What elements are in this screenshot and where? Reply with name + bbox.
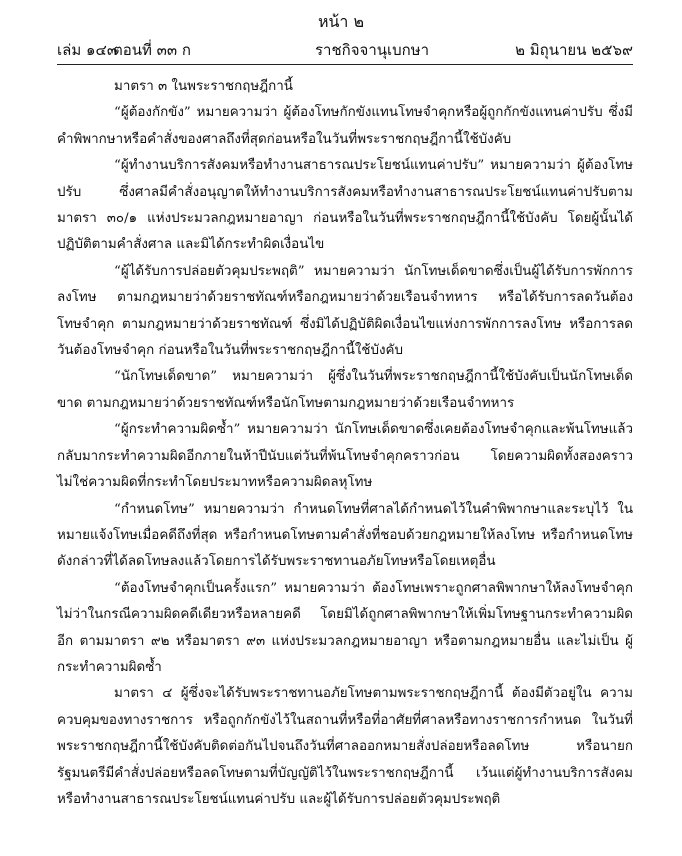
header-divider [57,64,633,65]
paragraph: “ต้องโทษจำคุกเป็นครั้งแรก” หมายความว่า ต้องโทษเพราะถูกศาลพิพากษาให้ลงโทษจำคุก ไม่ว่าในกรณีความผิดคดีเดียวหรือหลายคดี โดยมิได้ถูกศาลพิพากษาให้เพิ่มโทษฐานกระทำความผิดอีก ตามมาตรา ๙๒ หรือมาตรา ๙๓ แห่งประมวลกฎหมายอาญา หรือตามกฎหมายอื่น และไม่เป็น ผู้กระทำความผิดซ้ำ [57,580,633,675]
paragraph: “ผู้ต้องกักขัง” หมายความว่า ผู้ต้องโทษกักขังแทนโทษจำคุกหรือผู้ถูกกักขังแทนค่าปรับ ซึ่งมีคำพิพากษาหรือคำสั่งของศาลถึงที่สุดก่อนหรือในวันที่พระราชกฤษฎีกานี้ใช้บังคับ [57,105,633,147]
paragraph: “ผู้ทำงานบริการสังคมหรือทำงานสาธารณประโยชน์แทนค่าปรับ” หมายความว่า ผู้ต้องโทษปรับ ซึ่งศาลมีคำสั่งอนุญาตให้ทำงานบริการสังคมหรือทำงานสาธารณประโยชน์แทนค่าปรับตามมาตรา ๓๐/๑ แห่งประมวลกฎหมายอาญา ก่อนหรือในวันที่พระราชกฤษฎีกานี้ใช้บังคับ โดยผู้นั้นได้ปฏิบัติตามคำสั่งศาล และมิได้กระทำผิดเงื่อนไข [57,158,633,253]
gazette-name: ราชกิจจานุเบกษา [315,41,430,59]
publication-date: ๒ มิถุนายน ๒๕๖๙ [515,41,633,59]
volume-number: เล่ม ๑๔๓ [57,41,118,59]
paragraph: “นักโทษเด็ดขาด” หมายความว่า ผู้ซึ่งในวันที่พระราชกฤษฎีกานี้ใช้บังคับเป็นนักโทษเด็ดขาด ตามกฎหมายว่าด้วยราชทัณฑ์หรือนักโทษตามกฎหมายว่าด้วยเรือนจำทหาร [57,369,633,411]
paragraph: “ผู้กระทำความผิดซ้ำ” หมายความว่า นักโทษเด็ดขาดซึ่งเคยต้องโทษจำคุกและพ้นโทษแล้ว กลับมากระทำความผิดอีกภายในห้าปีนับแต่วันที่พ้นโทษจำคุกคราวก่อน โดยความผิดทั้งสองคราว ไม่ใช่ความผิดที่กระทำโดยประมาทหรือความผิดลหุโทษ [57,422,633,491]
document-body [57,74,633,813]
page-number: หน้า ๒ [317,12,365,31]
paragraph: “กำหนดโทษ” หมายความว่า กำหนดโทษที่ศาลได้กำหนดไว้ในคำพิพากษาและระบุไว้ ในหมายแจ้งโทษเมื่อคดีถึงที่สุด หรือกำหนดโทษตามคำสั่งที่ชอบด้วยกฎหมายให้ลงโทษ หรือกำหนดโทษ ดังกล่าวที่ได้ลดโทษลงแล้วโดยการได้รับพระราชทานอภัยโทษหรือโดยเหตุอื่น [57,501,633,570]
paragraph: มาตรา ๓ ในพระราชกฤษฎีกานี้ [114,79,293,94]
section-number: ตอนที่ ๓๓ ก [113,41,192,59]
gazette-header [57,38,633,60]
paragraph: มาตรา ๔ ผู้ซึ่งจะได้รับพระราชทานอภัยโทษตามพระราชกฤษฎีกานี้ ต้องมีตัวอยู่ใน ความควบคุมของทางราชการ หรือถูกกักขังไว้ในสถานที่หรือที่อาศัยที่ศาลหรือทางราชการกำหนด ในวันที่พระราชกฤษฎีกานี้ใช้บังคับติดต่อกันไปจนถึงวันที่ศาลออกหมายสั่งปล่อยหรือลดโทษ หรือนายกรัฐมนตรีมีคำสั่งปล่อยหรือลดโทษตามที่บัญญัติไว้ในพระราชกฤษฎีกานี้ เว้นแต่ผู้ทำงานบริการสังคม หรือทำงานสาธารณประโยชน์แทนค่าปรับ และผู้ได้รับการปล่อยตัวคุมประพฤติ [57,686,633,807]
paragraph: “ผู้ได้รับการปล่อยตัวคุมประพฤติ” หมายความว่า นักโทษเด็ดขาดซึ่งเป็นผู้ได้รับการพักการลงโทษ ตามกฎหมายว่าด้วยราชทัณฑ์หรือกฎหมายว่าด้วยเรือนจำทหาร หรือได้รับการลดวันต้องโทษจำคุก ตามกฎหมายว่าด้วยราชทัณฑ์ ซึ่งมิได้ปฏิบัติผิดเงื่อนไขแห่งการพักการลงโทษ หรือการลดวันต้องโทษจำคุก ก่อนหรือในวันที่พระราชกฤษฎีกานี้ใช้บังคับ [57,263,633,359]
